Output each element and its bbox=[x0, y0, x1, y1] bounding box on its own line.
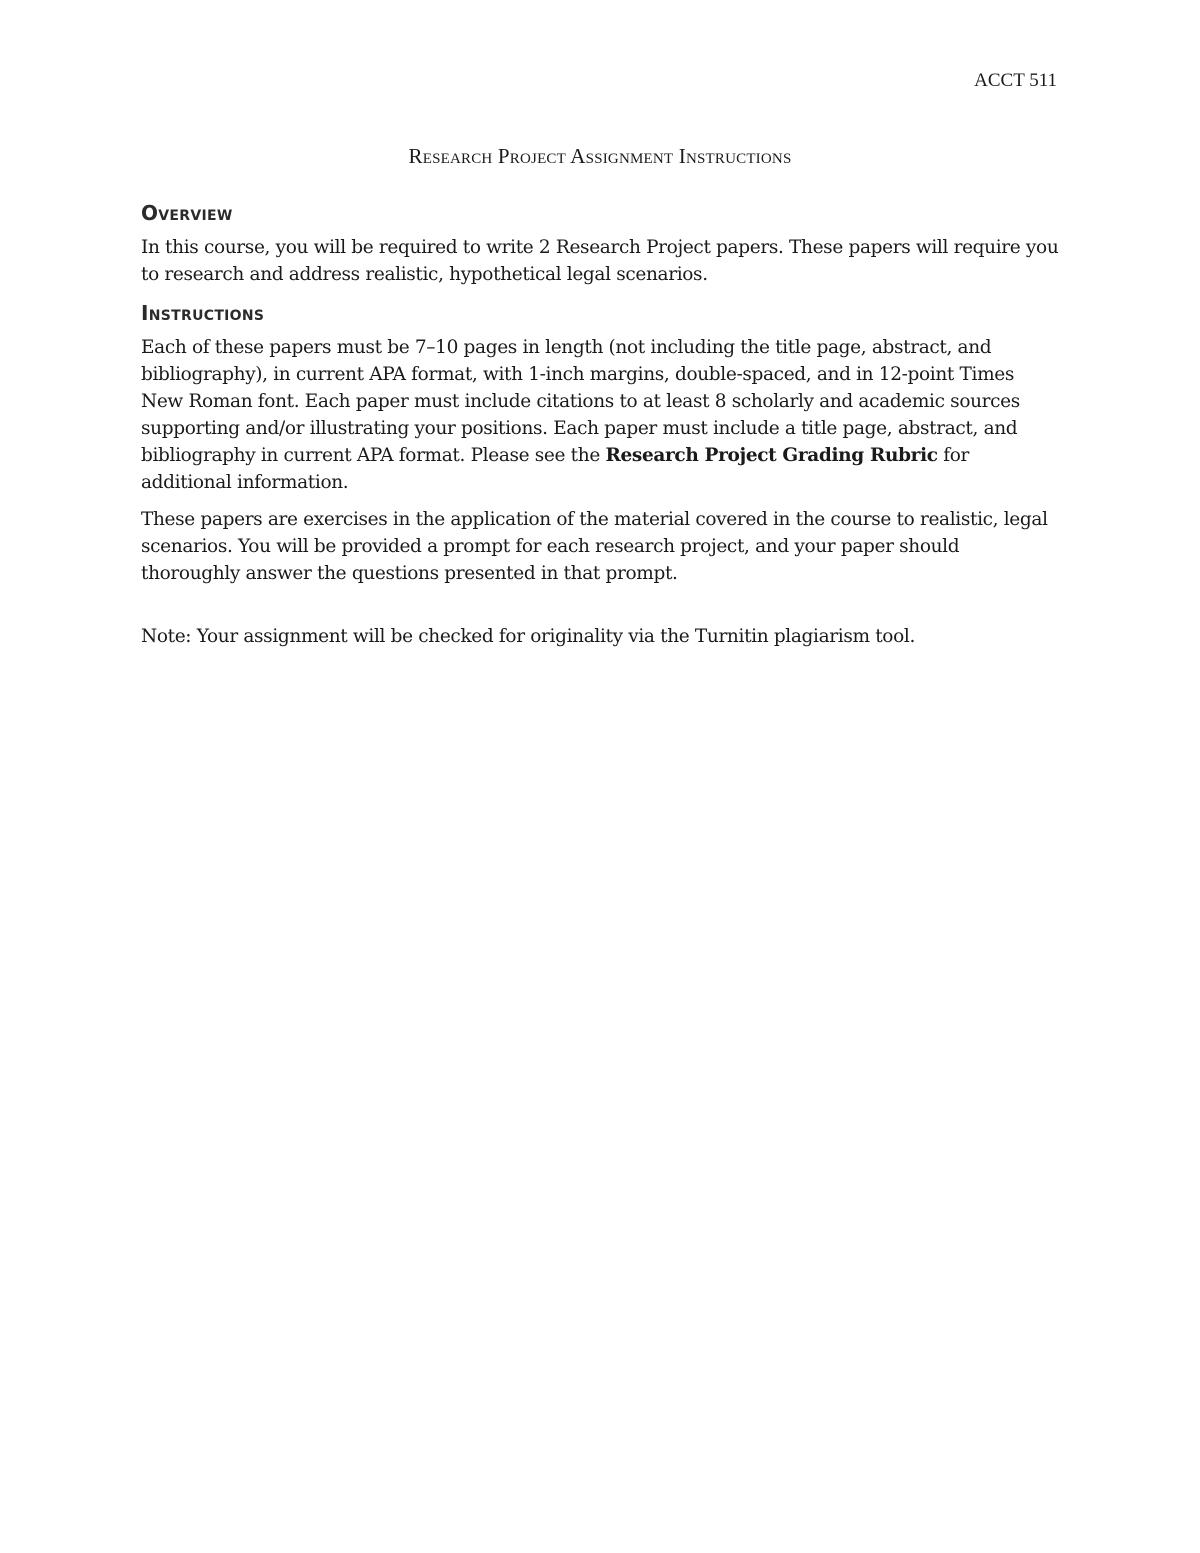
overview-paragraph: In this course, you will be required to write 2 Research Project papers. These papers will require you to research and address realistic, hypothetical legal scenarios. bbox=[141, 237, 1059, 285]
overview-heading: Overview bbox=[141, 201, 233, 225]
document-title: Research Project Assignment Instructions bbox=[408, 144, 792, 168]
instructions-text-part-2: for additional information. bbox=[141, 445, 969, 493]
originality-note: Note: Your assignment will be checked for originality via the Turnitin plagiarism tool. bbox=[141, 626, 915, 647]
instructions-paragraph-1 bbox=[141, 334, 1061, 496]
grading-rubric-reference: Research Project Grading Rubric bbox=[605, 445, 938, 466]
instructions-text-part-1: Each of these papers must be 7–10 pages in length (not including the title page, abstract, and bibliography), in current APA format, with 1-inch margins, double-spaced, and in 12-point Times New Roman font. Each paper must include citations to at least 8 scholarly and academic sources supporting and/or illustrating your positions. Each paper must include a title page, abstract, and bibliography in current APA format. Please see the bbox=[141, 337, 1020, 466]
instructions-paragraph-2: These papers are exercises in the application of the material covered in the course to realistic, legal scenarios. You will be provided a prompt for each research project, and your paper should thoroughly answer the questions presented in that prompt. bbox=[141, 509, 1048, 584]
document-body bbox=[141, 198, 1061, 660]
instructions-heading: Instructions bbox=[141, 301, 265, 325]
course-code: ACCT 511 bbox=[974, 70, 1057, 91]
